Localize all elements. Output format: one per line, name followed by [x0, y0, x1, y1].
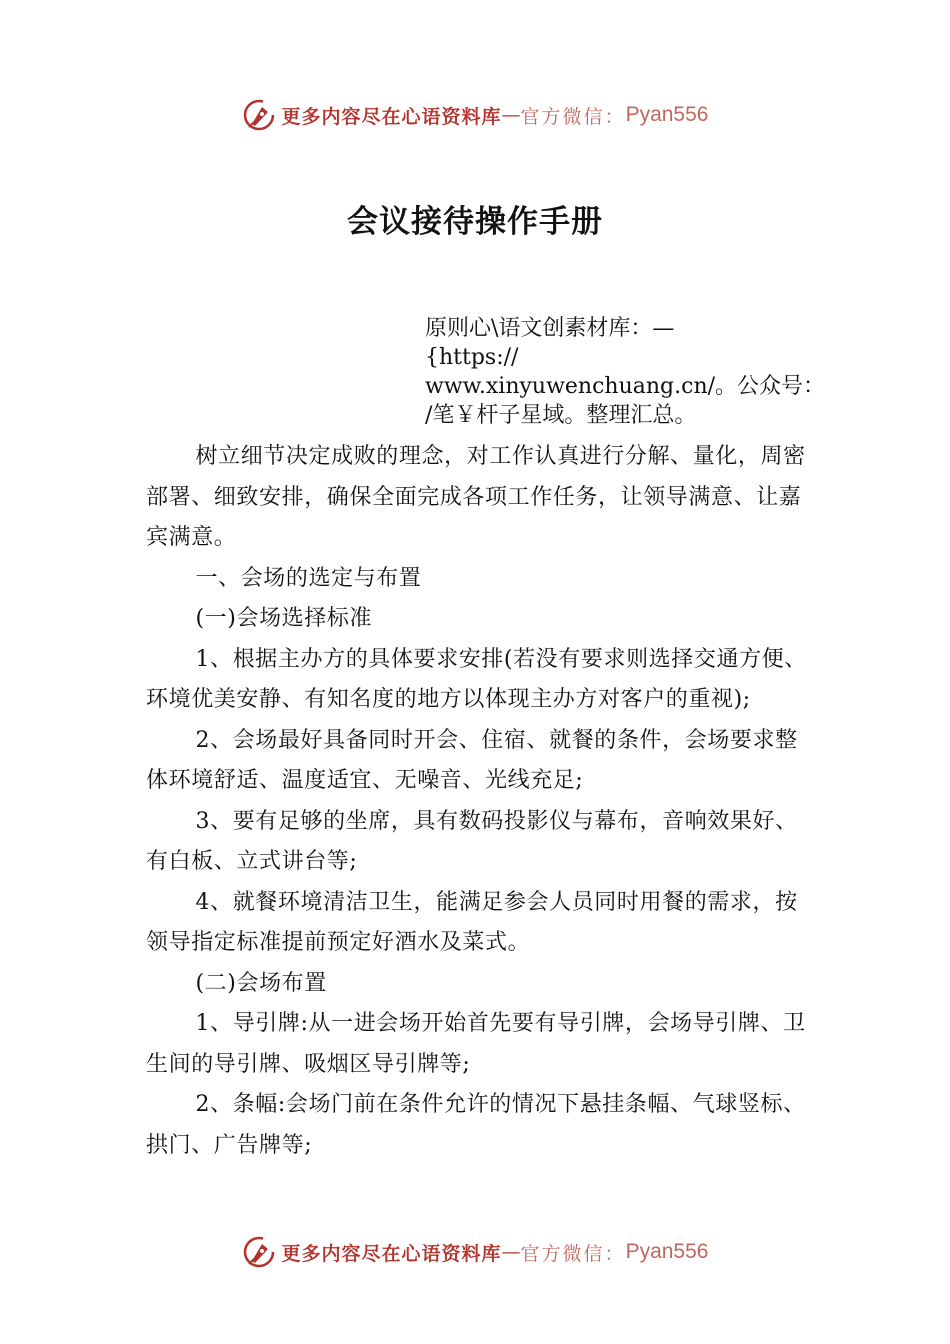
footer-watermark	[0, 1232, 950, 1272]
header-watermark	[0, 95, 950, 135]
document-body	[146, 437, 811, 1166]
list-item: 3、要有足够的坐席，具有数码投影仪与幕布，音响效果好、有白板、立式讲台等;	[146, 808, 798, 874]
list-item: 1、导引牌:从一进会场开始首先要有导引牌，会场导引牌、卫生间的导引牌、吸烟区导引牌等;	[146, 1011, 806, 1077]
watermark-text: 更多内容尽在心语资料库	[281, 1242, 502, 1265]
watermark-wechat-id: Pyan556	[625, 103, 709, 126]
list-item: 2、条幅:会场门前在条件允许的情况下悬挂条幅、气球竖标、拱门、广告牌等;	[146, 1092, 806, 1158]
source-line: 原则心\语文创素材库：—	[425, 316, 675, 341]
watermark-separator: —	[501, 104, 521, 126]
pen-nib-logo-icon	[242, 1235, 276, 1269]
list-item: 1、根据主办方的具体要求安排(若没有要求则选择交通方便、环境优美安静、有知名度的地方以体现主办方对客户的重视);	[146, 646, 807, 712]
source-line: /笔￥杆子星域。整理汇总。	[425, 403, 697, 428]
source-line: www.xinyuwenchuang.cn/。公众号：	[425, 374, 826, 399]
section-heading: 一、会场的选定与布置	[195, 565, 422, 591]
watermark-wechat-label: 官方微信：	[520, 105, 626, 128]
subsection-heading: (一)会场选择标准	[195, 606, 373, 631]
watermark-wechat-label: 官方微信：	[520, 1242, 626, 1265]
list-item: 4、就餐环境清洁卫生，能满足参会人员同时用餐的需求，按领导指定标准提前预定好酒水及菜式。	[146, 889, 798, 955]
watermark-text: 更多内容尽在心语资料库	[281, 105, 502, 128]
subsection-heading: (二)会场布置	[195, 970, 327, 996]
watermark-separator: —	[501, 1241, 521, 1263]
document-title: 会议接待操作手册	[347, 204, 603, 240]
source-line: {https://	[425, 345, 519, 370]
intro-paragraph: 树立细节决定成败的理念，对工作认真进行分解、量化，周密部署、细致安排，确保全面完成各项工作任务，让领导满意、让嘉宾满意。	[146, 444, 806, 550]
list-item: 2、会场最好具备同时开会、住宿、就餐的条件，会场要求整体环境舒适、温度适宜、无噪音、光线充足;	[146, 727, 798, 793]
watermark-wechat-id: Pyan556	[625, 1240, 709, 1263]
pen-nib-logo-icon	[242, 98, 276, 132]
source-note	[425, 314, 845, 430]
